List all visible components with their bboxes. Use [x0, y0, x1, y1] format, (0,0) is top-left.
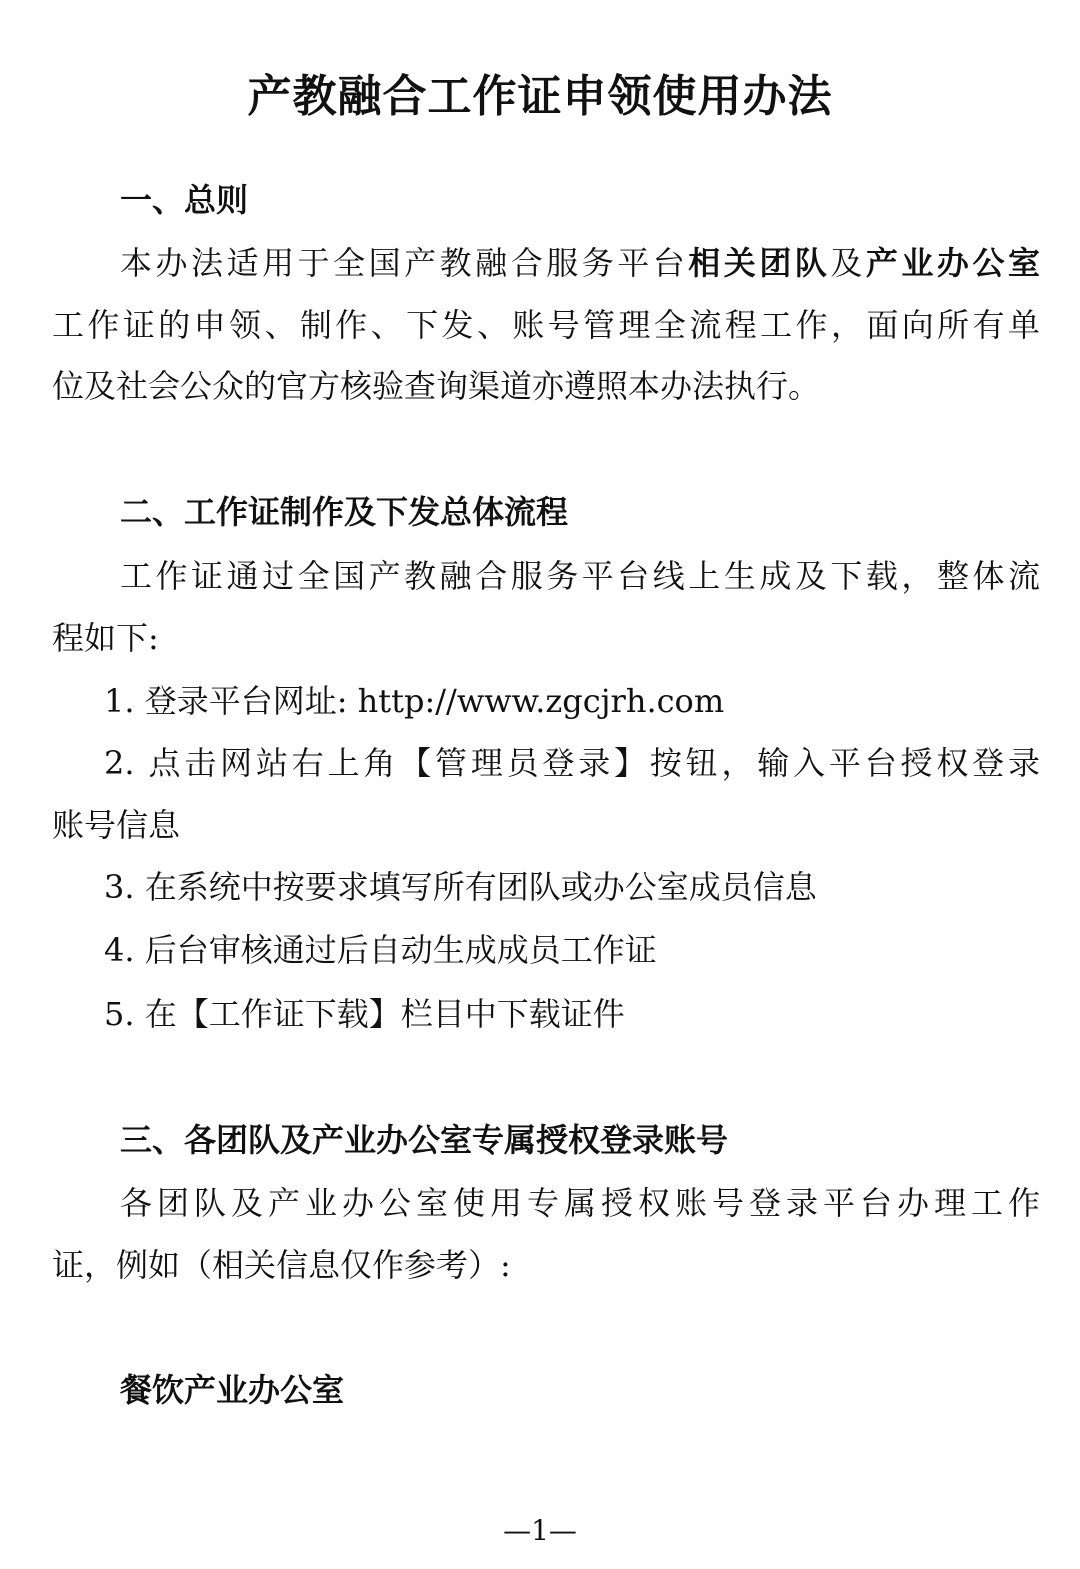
section-heading-process: 二、工作证制作及下发总体流程 [120, 493, 569, 531]
section-heading-general: 一、总则 [120, 181, 249, 219]
subheading-catering-office: 餐饮产业办公室 [120, 1371, 345, 1409]
list-item: 1. 登录平台网址: http://www.zgcjrh.com [104, 682, 725, 720]
paragraph-line: 位及社会公众的官方核验查询渠道亦遵照本办法执行。 [52, 367, 821, 405]
list-item: 5. 在【工作证下载】栏目中下载证件 [104, 995, 625, 1033]
paragraph-text: 及 [830, 244, 866, 282]
paragraph-line: 程如下: [52, 619, 159, 657]
bold-text-related-teams: 相关团队 [688, 244, 831, 282]
bold-text-industry-office: 产业办公室 [865, 244, 1040, 282]
list-item: 3. 在系统中按要求填写所有团队或办公室成员信息 [104, 868, 817, 906]
paragraph-line: 工作证通过全国产教融合服务平台线上生成及下载，整体流 [120, 557, 1040, 595]
paragraph-line: 各团队及产业办公室使用专属授权账号登录平台办理工作 [120, 1184, 1040, 1222]
paragraph-line: 工作证的申领、制作、下发、账号管理全流程工作，面向所有单 [52, 306, 1040, 344]
paragraph-text: 本办法适用于全国产教融合服务平台 [120, 244, 689, 282]
document-title: 产教融合工作证申领使用办法 [247, 71, 833, 122]
section-heading-accounts: 三、各团队及产业办公室专属授权登录账号 [120, 1121, 729, 1159]
paragraph-line [120, 243, 1040, 283]
list-item-continuation: 账号信息 [52, 806, 181, 844]
paragraph-line: 证，例如（相关信息仅作参考）: [52, 1246, 511, 1284]
list-item: 2. 点击网站右上角【管理员登录】按钮，输入平台授权登录 [104, 744, 1040, 782]
page-number: —1— [503, 1514, 577, 1547]
list-item: 4. 后台审核通过后自动生成成员工作证 [104, 931, 657, 969]
